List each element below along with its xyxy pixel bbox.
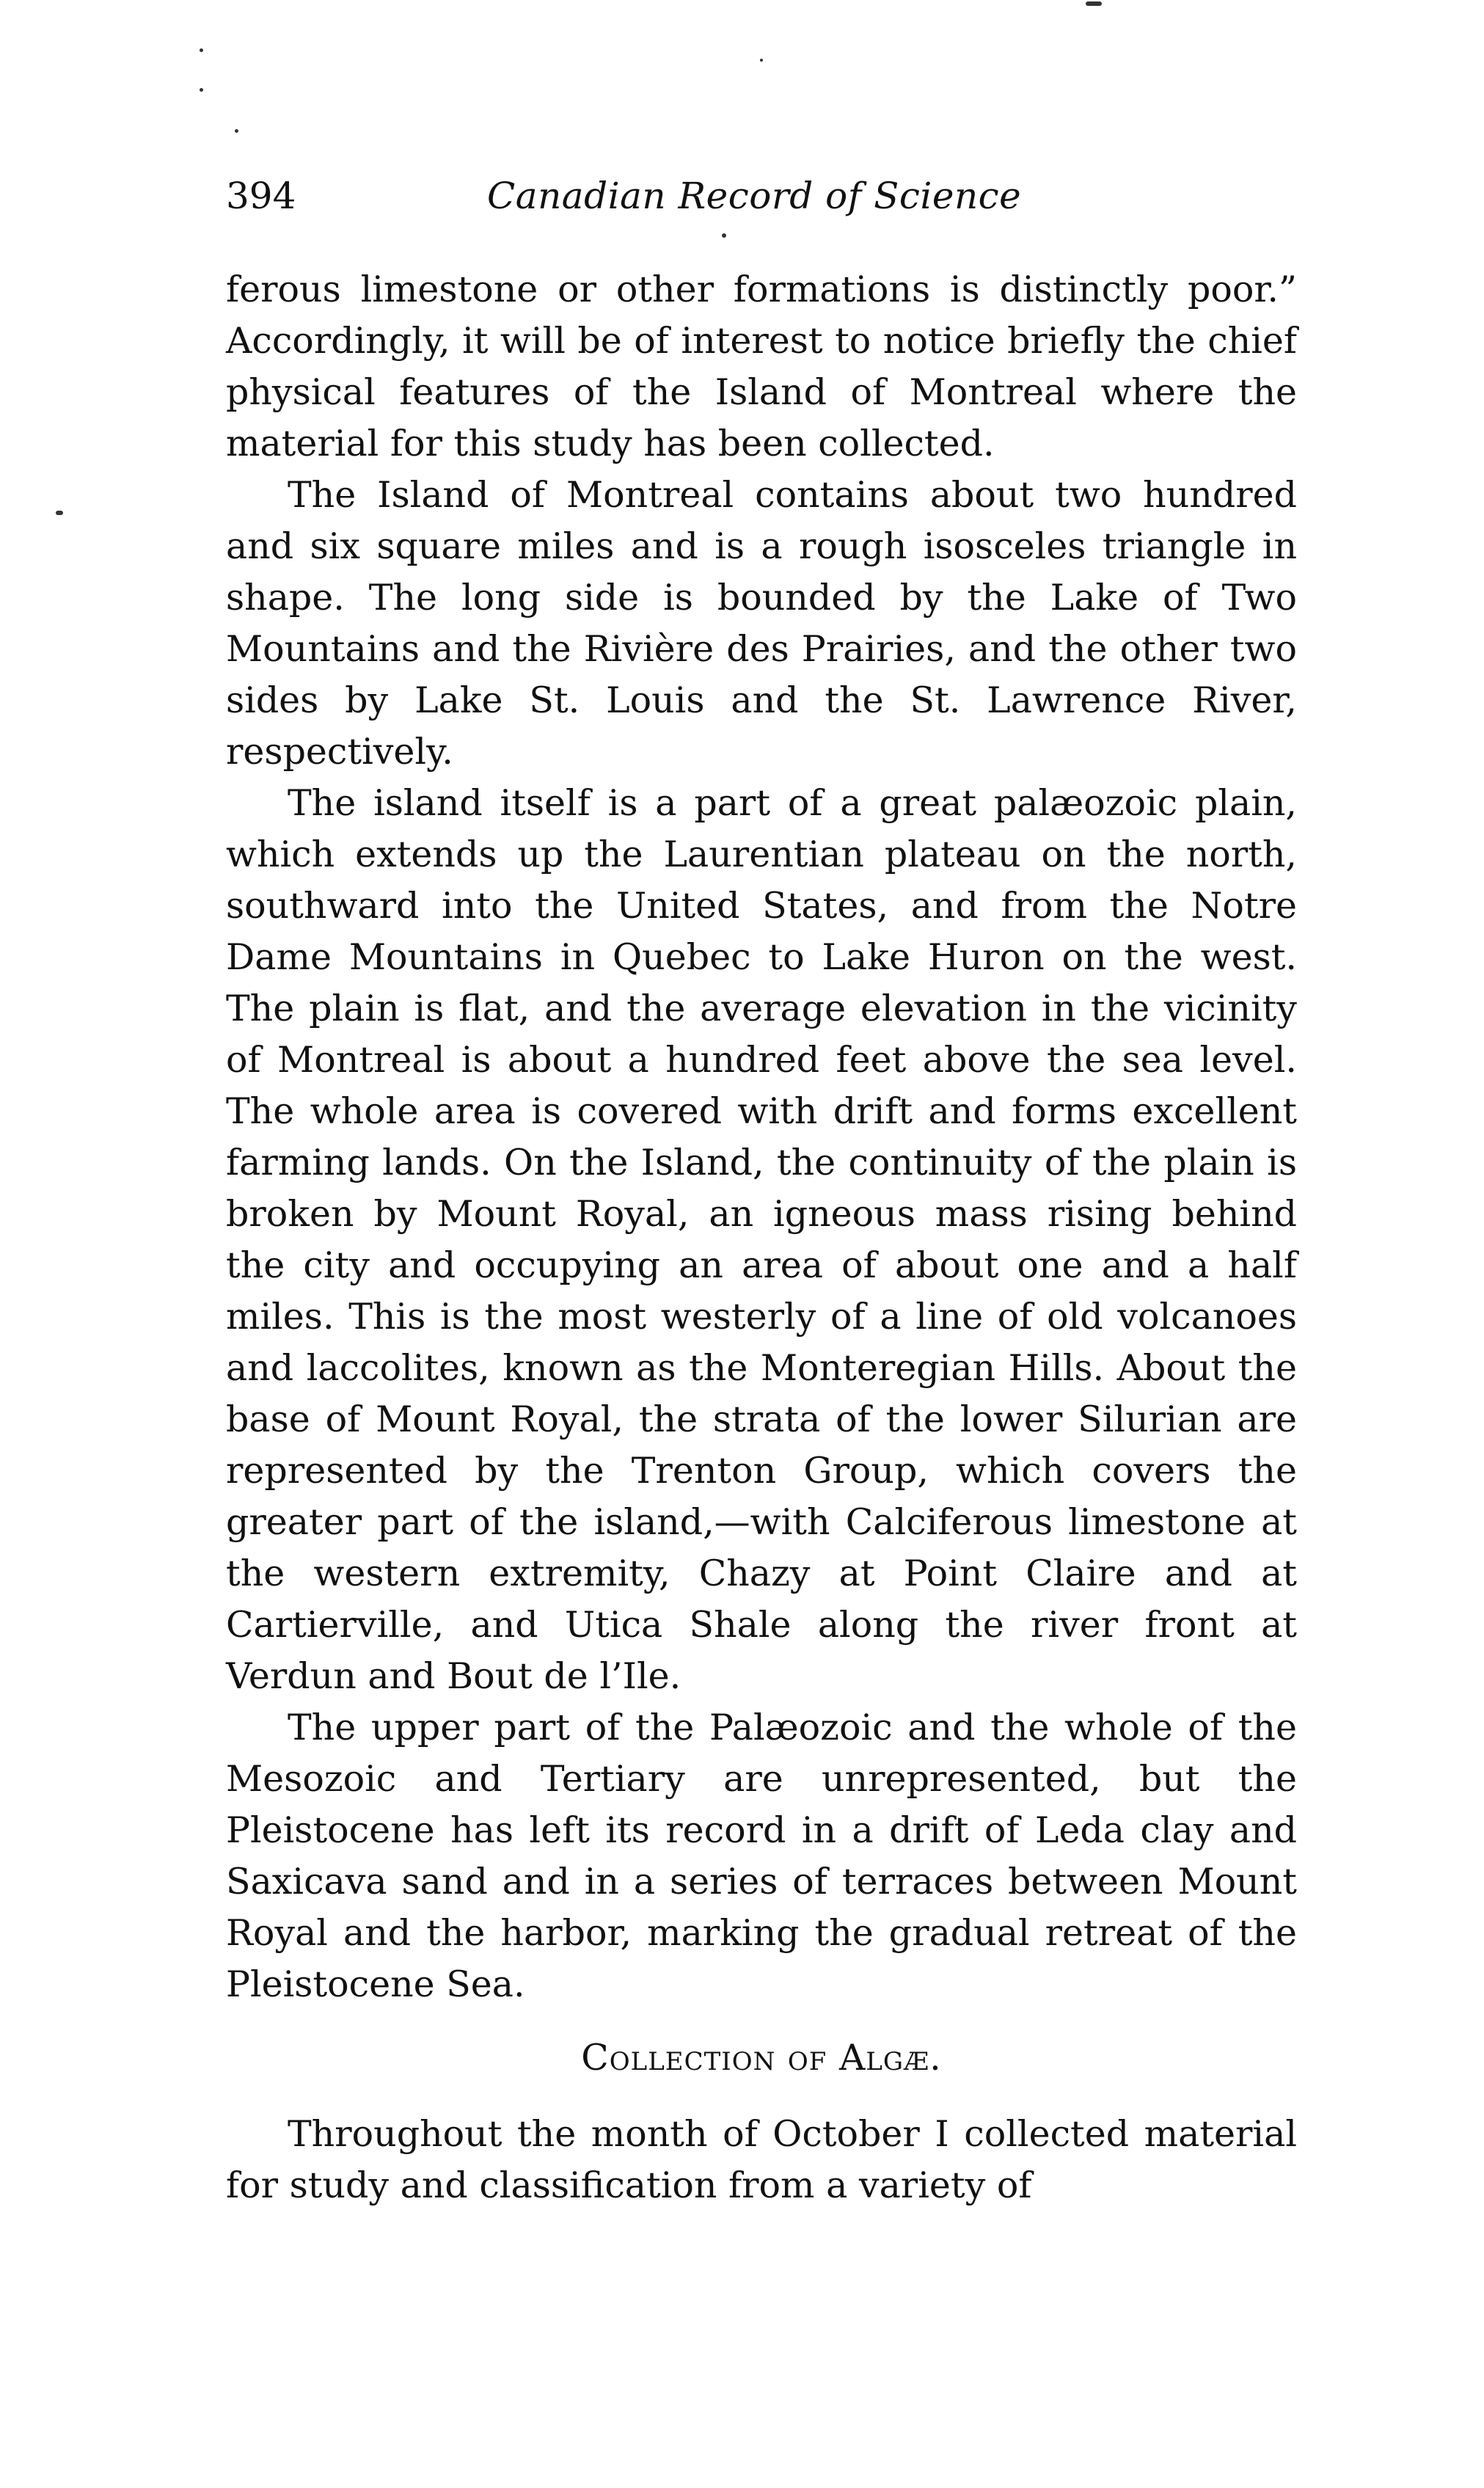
scan-speck [56,511,63,515]
scan-speck [235,129,238,133]
scan-speck [722,233,726,238]
scan-speck [1086,1,1102,6]
running-title: Canadian Record of Science [487,175,1022,217]
section-heading: Collection of Algæ. [581,2037,942,2079]
paragraph-continuation: ferous limestone or other formations is distinctly poor.” Accordingly, it will be of interest to notice briefly the chief physical features of the Island of Montreal where the material for this study has been collected. [226,269,1297,464]
paragraph-geology: The island itself is a part of a great palæozoic plain, which extends up the Laurentian plateau on the north, southward into the United States, and from the Notre Dame Mountains in Quebec to Lake Huron on the west. The plain is flat, and the average elevation in the vicinity of Montreal is about a hundred feet above the sea level. The whole area is covered with drift and forms excellent farming lands. On the Island, the continuity of the plain is broken by Mount Royal, an igneous mass rising behind the city and occupying an area of about one and a half miles. This is the most westerly of a line of old volcanoes and laccolites, known as the Monteregian Hills. About the base of Mount Royal, the strata of the lower Silurian are represented by the Trenton Group, which covers the greater part of the island,—with Calciferous limestone at the western extremity, Chazy at Point Claire and at Cartierville, and Utica Shale along the river front at Verdun and Bout de l’Ile. [226,782,1297,1697]
scan-speck [200,88,203,92]
scan-speck [760,59,763,62]
body-text [226,264,1297,2211]
scan-speck [200,48,203,52]
paragraph-collection: Throughout the month of October I collected material for study and classification from a variety of [226,2113,1297,2206]
paragraph-island-size: The Island of Montreal contains about two hundred and six square miles and is a rough isosceles triangle in shape. The long side is bounded by the Lake of Two Mountains and the Rivière des Prairies, and the other two sides by Lake St. Louis and the St. Lawrence River, respectively. [226,474,1297,773]
page-header [226,175,1297,233]
paragraph-pleistocene: The upper part of the Palæozoic and the whole of the Mesozoic and Tertiary are unrepresented, but the Pleistocene has left its record in a drift of Leda clay and Saxicava sand and in a series of terraces between Mount Royal and the harbor, marking the gradual retreat of the Pleistocene Sea. [226,1707,1297,2005]
page-number: 394 [226,175,296,217]
